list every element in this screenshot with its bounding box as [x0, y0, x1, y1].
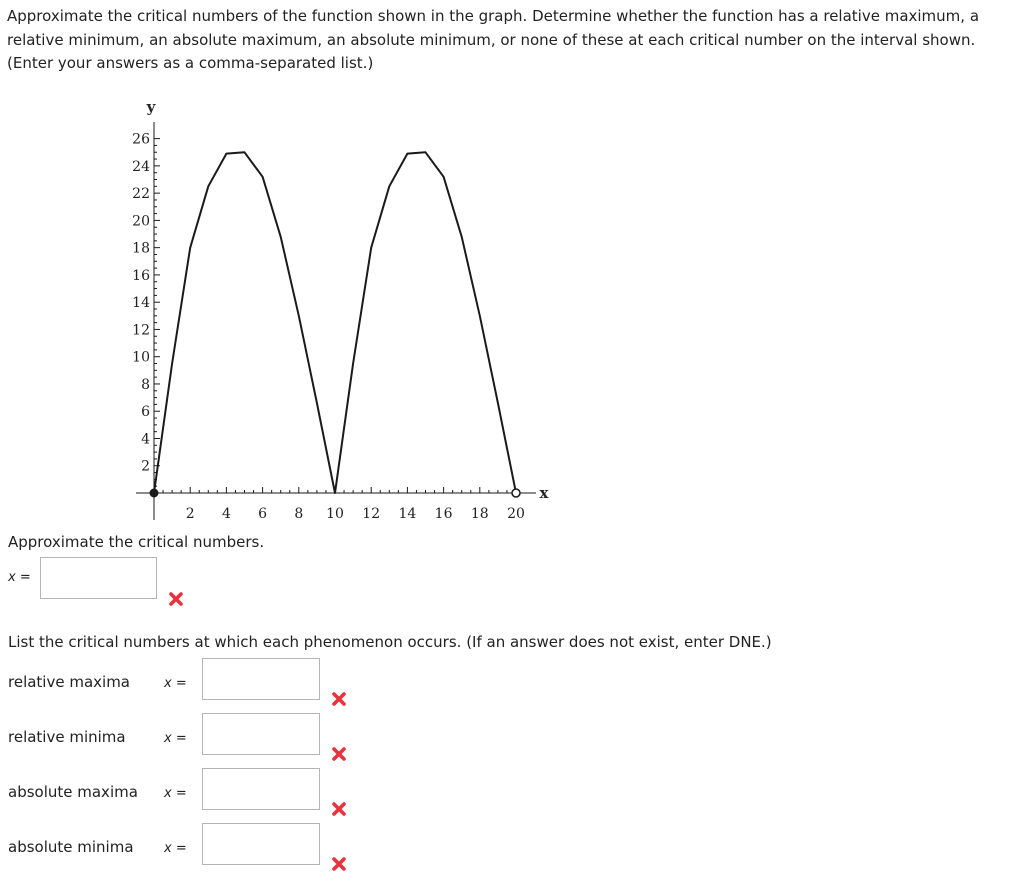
- y-tick-label: 14: [132, 295, 150, 312]
- y-tick-label: 16: [132, 267, 150, 284]
- relative-maxima-input[interactable]: [202, 658, 320, 700]
- left-endpoint-closed: [150, 489, 158, 497]
- part2-label: List the critical numbers at which each phenomenon occurs. (If an answer does not exist, enter DNE.): [8, 633, 772, 651]
- y-axis-label: y: [146, 98, 156, 116]
- y-tick-label: 2: [141, 458, 150, 475]
- x-tick-label: 10: [326, 506, 344, 522]
- x-tick-label: 16: [434, 506, 453, 522]
- part1-x-prefix: x =: [8, 570, 31, 585]
- absolute-minima-input[interactable]: [202, 823, 320, 865]
- critical-numbers-input[interactable]: [40, 557, 157, 599]
- relative-maxima-x-prefix: x =: [164, 676, 187, 691]
- absolute-maxima-input[interactable]: [202, 768, 320, 810]
- relative-minima-label: relative minima: [8, 728, 126, 746]
- chart-curve: [150, 152, 520, 497]
- x-tick-label: 2: [185, 506, 195, 522]
- y-tick-label: 10: [132, 349, 150, 366]
- x-tick-label: 20: [507, 506, 525, 522]
- x-tick-label: 8: [294, 506, 304, 522]
- chart-axes: [136, 98, 550, 520]
- relative-minima-input[interactable]: [202, 713, 320, 755]
- function-curve-series-0: [154, 152, 516, 493]
- part1-label: Approximate the critical numbers.: [8, 533, 265, 551]
- y-tick-label: 8: [141, 376, 150, 393]
- x-tick-label: 14: [398, 506, 417, 522]
- y-tick-label: 24: [132, 158, 150, 175]
- y-tick-label: 6: [141, 404, 150, 421]
- right-endpoint-open: [512, 489, 520, 497]
- incorrect-x-icon: [331, 691, 347, 707]
- absolute-maxima-label: absolute maxima: [8, 783, 138, 801]
- x-axis-label: x: [539, 484, 549, 502]
- y-tick-label: 22: [132, 186, 150, 203]
- y-tick-label: 18: [132, 240, 150, 257]
- absolute-minima-label: absolute minima: [8, 838, 134, 856]
- y-tick-label: 26: [132, 131, 150, 148]
- incorrect-x-icon: [331, 746, 347, 762]
- question-prompt: Approximate the critical numbers of the function shown in the graph. Determine whether the function has a relative maximum, a relative minimum, an absolute maximum, an absolute minimum, or none of these at each critical number on the interval shown. (Enter your answers as a comma-separated list.): [7, 7, 980, 72]
- relative-minima-x-prefix: x =: [164, 731, 187, 746]
- y-tick-label: 12: [132, 322, 150, 339]
- x-tick-label: 4: [221, 506, 231, 522]
- absolute-maxima-x-prefix: x =: [164, 786, 187, 801]
- absolute-minima-x-prefix: x =: [164, 841, 187, 856]
- incorrect-x-icon: [331, 856, 347, 872]
- y-tick-label: 4: [141, 431, 150, 448]
- x-tick-label: 6: [258, 506, 268, 522]
- y-tick-label: 20: [132, 213, 150, 230]
- incorrect-x-icon: [168, 591, 184, 607]
- x-tick-label: 18: [470, 506, 489, 522]
- relative-maxima-label: relative maxima: [8, 673, 130, 691]
- x-tick-label: 12: [362, 506, 381, 522]
- incorrect-x-icon: [331, 801, 347, 817]
